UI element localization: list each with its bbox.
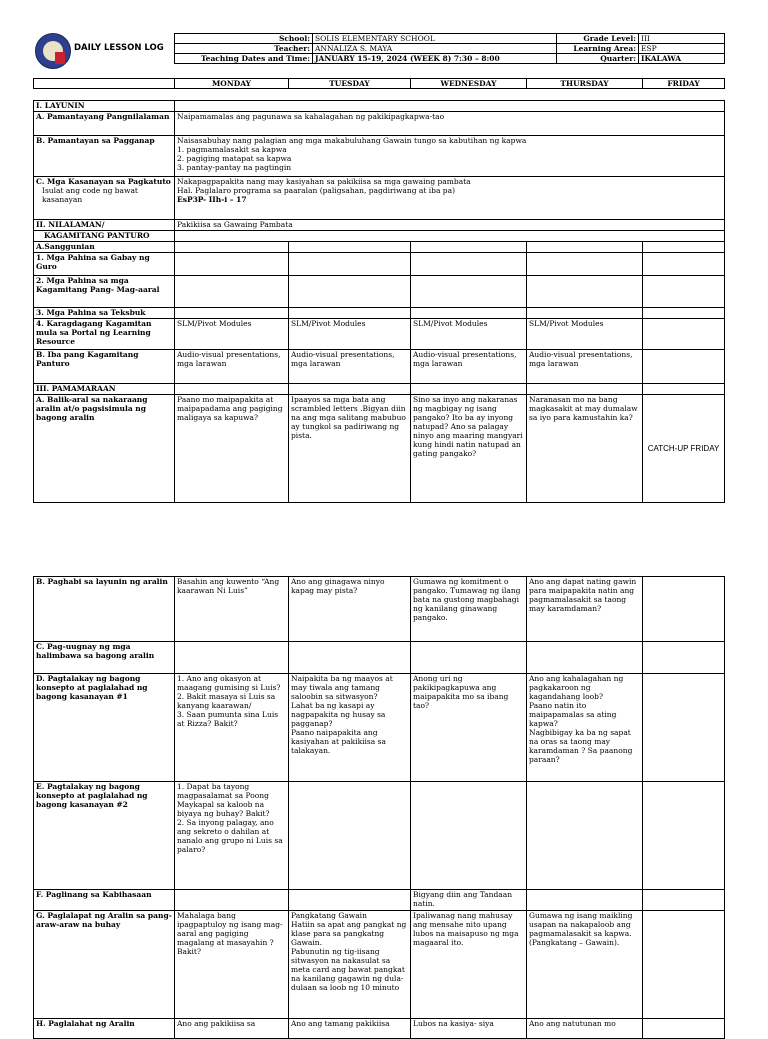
balik-aral-label: A. Balik-aral sa nakaraang aralin at/o pagsisimula ng bagong aralin	[34, 395, 175, 503]
cell-blank	[289, 242, 411, 253]
header-info-table	[174, 33, 725, 64]
pagtalakay-1-wed	[411, 674, 527, 782]
cell-blank	[643, 911, 725, 1019]
karagdagang-wed: SLM/Pivot Modules	[411, 319, 527, 350]
kasanayan-line: Hal. Paglalaro programa sa paaralan (paligsahan, pagdiriwang at iba pa)	[177, 186, 456, 195]
cell-blank	[527, 890, 643, 911]
teacher-value: ANNALIZA S. MAYA	[313, 44, 557, 54]
area-label: Learning Area:	[557, 44, 639, 54]
iba-pang-tue: Audio-visual presentations, mga larawan	[289, 350, 411, 384]
iba-pang-mon: Audio-visual presentations, mga larawan	[175, 350, 289, 384]
cell-blank	[289, 308, 411, 319]
grade-label: Grade Level:	[557, 34, 639, 44]
catch-up-friday: CATCH-UP FRIDAY	[643, 395, 725, 503]
cell-blank	[527, 242, 643, 253]
dates-label: Teaching Dates and Time:	[175, 54, 313, 64]
cell-blank	[643, 782, 725, 890]
pagtalakay-1-thu	[527, 674, 643, 782]
kasanayan-label-cell	[34, 177, 175, 220]
layunin-heading: I. LAYUNIN	[34, 101, 175, 112]
cell-blank	[289, 384, 411, 395]
teacher-label: Teacher:	[175, 44, 313, 54]
paglalapat-line: Ipaliwanag nang mahusay ang mensahe nito upang lubos na maisapuso ng mga magaaral ito.	[413, 911, 519, 947]
cell-blank	[175, 890, 289, 911]
paglalapat-line: Mahalaga bang ipagpaptuloy ng isang mag-aaral ang pagiging magalang at masayahin ? Bakit?	[177, 911, 283, 956]
karagdagang-kagamitan-label: 4. Karagdagang Kagamitan mula sa Portal ng Learning Resource	[34, 319, 175, 350]
day-friday: FRIDAY	[643, 79, 725, 89]
pagtalakay-2-mon	[175, 782, 289, 890]
cell-blank	[411, 242, 527, 253]
pagtalakay-line: Naipakita ba ng maayos at may tiwala ang tamang saloobin sa sitwasyon?	[291, 674, 393, 701]
pagganap-line: 2. pagiging matapat sa kapwa	[177, 154, 292, 163]
cell-blank	[289, 642, 411, 674]
school-label: School:	[175, 34, 313, 44]
paghabi-wed: Gumawa ng komitment o pangako. Tumawag ng ilang bata na gustong magbahagi ng kanilang ginawang pangako.	[411, 577, 527, 642]
cell-blank	[527, 253, 643, 276]
pagtalakay-2-label: E. Pagtalakay ng bagong konsepto at paglalahad ng bagong kasanayan #2	[34, 782, 175, 890]
cell-blank	[527, 384, 643, 395]
kagamitan-label: KAGAMITANG PANTURO	[34, 231, 175, 242]
paglalahat-wed: Lubos na kasiya- siya	[411, 1019, 527, 1039]
balik-aral-wed: Sino sa inyo ang nakaranas ng magbigay ng isang pangako? Ito ba ay inyong natupad? Ano sa palagay ninyo ang maaring mangyari kung hindi natin natupad an gating pangako?	[411, 395, 527, 503]
pamantayan-pagganap-value	[175, 136, 725, 177]
day-wednesday: WEDNESDAY	[411, 79, 527, 89]
pagganap-line: Naisasabuhay nang palagian ang mga makabuluhang Gawain tungo sa kabutihan ng kapwa	[177, 136, 527, 145]
day-monday: MONDAY	[175, 79, 289, 89]
paghabi-thu: Ano ang dapat nating gawin para maipapakita natin ang pagmamalasakit sa taong may karamdaman?	[527, 577, 643, 642]
grade-value: III	[639, 34, 725, 44]
paghabi-label: B. Paghabi sa layunin ng aralin	[34, 577, 175, 642]
cell-blank	[643, 1019, 725, 1039]
pamamaraan-heading: III. PAMAMARAAN	[34, 384, 175, 395]
cell-blank	[643, 253, 725, 276]
cell-blank	[175, 384, 289, 395]
kasanayan-code: EsP3P- IIh-i – 17	[177, 195, 247, 204]
iba-pang-thu: Audio-visual presentations, mga larawan	[527, 350, 643, 384]
paglalahat-thu: Ano ang natutunan mo	[527, 1019, 643, 1039]
iba-pang-wed: Audio-visual presentations, mga larawan	[411, 350, 527, 384]
balik-aral-tue: Ipaayos sa mga bata ang scrambled letters .Bigyan diin na ang mga salitang mabubuo ay tungkol sa padiriwang ng pista.	[289, 395, 411, 503]
pamantayan-pagganap-label: B. Pamantayan sa Pagganap	[34, 136, 175, 177]
balik-aral-thu: Naranasan mo na bang magkasakit at may dumalaw sa iyo para kamustahin ka?	[527, 395, 643, 503]
school-value: SOLIS ELEMENTARY SCHOOL	[313, 34, 557, 44]
lesson-table-part2	[33, 576, 725, 1039]
pagtalakay-1-mon	[175, 674, 289, 782]
pagganap-line: 1. pagmamalasakit sa kapwa	[177, 145, 287, 154]
paglalapat-mon	[175, 911, 289, 1019]
cell-blank	[175, 642, 289, 674]
pagtalakay-line: Lahat ba ng kasapi ay nagpapakita ng husay sa pagganap?	[291, 701, 386, 728]
paglinang-label: F. Paglinang sa Kabihasaan	[34, 890, 175, 911]
cell-blank	[643, 384, 725, 395]
cell-blank	[411, 782, 527, 890]
paglalapat-line: Pangkatang Gawain	[291, 911, 367, 920]
cell-blank	[527, 642, 643, 674]
cell-blank	[527, 276, 643, 308]
paglinang-wed: Bigyang diin ang Tandaan natin.	[411, 890, 527, 911]
cell-blank	[289, 782, 411, 890]
cell-blank	[643, 308, 725, 319]
layunin-blank	[175, 101, 725, 112]
cell-blank	[643, 642, 725, 674]
cell-blank	[175, 242, 289, 253]
cell-blank	[643, 276, 725, 308]
cell-blank	[411, 308, 527, 319]
paglalapat-wed	[411, 911, 527, 1019]
iba-pang-kagamitan-label: B. Iba pang Kagamitang Panturo	[34, 350, 175, 384]
cell-blank	[643, 319, 725, 350]
lesson-table-part1	[33, 100, 725, 503]
paglalapat-line: (Pangkatang – Gawain).	[529, 938, 620, 947]
cell-blank	[175, 253, 289, 276]
cell-blank	[643, 674, 725, 782]
day-header-table	[33, 78, 725, 89]
pagtalakay-line: 2. Sa inyong palagay, ano ang sekreto o dahilan at nanalo ang grupo ni Luis sa palaro?	[177, 818, 283, 854]
pagtalakay-line: Anong uri ng pakikipagkapuwa ang maipapakita mo sa ibang tao?	[413, 674, 509, 710]
cell-blank	[527, 308, 643, 319]
pagganap-line: 3. pantay-pantay na pagtingin	[177, 163, 292, 172]
cell-blank	[411, 642, 527, 674]
cell-blank	[643, 890, 725, 911]
karagdagang-mon: SLM/Pivot Modules	[175, 319, 289, 350]
nilalaman-value: Pakikiisa sa Gawaing Pambata	[175, 220, 725, 231]
kagamitan-blank	[175, 231, 725, 242]
pagtalakay-1-label: D. Pagtalakay ng bagong konsepto at paglalahad ng bagong kasanayan #1	[34, 674, 175, 782]
pagtalakay-line: 3. Saan pumunta sina Luis at Rizza? Bakit?	[177, 710, 279, 728]
cell-blank	[643, 350, 725, 384]
quarter-label: Quarter:	[557, 54, 639, 64]
cell-blank	[289, 253, 411, 276]
kagamitang-mag-aaral-label: 2. Mga Pahina sa mga Kagamitang Pang- Mag-aaral	[34, 276, 175, 308]
paglalapat-line: Hatiin sa apat ang pangkat ng klase para sa pangkatng Gawain.	[291, 920, 407, 947]
paglalapat-label: G. Paglalapat ng Aralin sa pang-araw-araw na buhay	[34, 911, 175, 1019]
kasanayan-label: C. Mga Kasanayan sa Pagkatuto	[36, 177, 171, 186]
cell-blank	[411, 253, 527, 276]
paglalapat-line: Gumawa ng isang maikling usapan na nakapaloob ang pagmamalasakit sa kapwa.	[529, 911, 633, 938]
day-header-blank	[34, 79, 175, 89]
paglalapat-line: Pabunutin ng tig-iisang sitwasyon na nakasulat sa meta card ang bawat pangkat na kanilang gagawin ng dula-dulaan sa loob ng 10 minuto	[291, 947, 405, 992]
sanggunian-label: A.Sanggunian	[34, 242, 175, 253]
kasanayan-line: Nakapagpapakita nang may kasiyahan sa pakikiisa sa mga gawaing pambata	[177, 177, 471, 186]
paglalahat-label: H. Paglalahat ng Aralin	[34, 1019, 175, 1039]
paglalapat-tue	[289, 911, 411, 1019]
log-title: DAILY LESSON LOG	[74, 43, 164, 53]
deped-seal-logo	[35, 33, 71, 69]
paglalapat-thu	[527, 911, 643, 1019]
balik-aral-mon: Paano mo maipapakita at maipapadama ang pagiging maligaya sa kapuwa?	[175, 395, 289, 503]
paghabi-mon: Basahin ang kuwento “Ang kaarawan Ni Luis”	[175, 577, 289, 642]
area-value: ESP	[639, 44, 725, 54]
pagtalakay-line: 2. Bakit masaya si Luis sa kanyang kaarawan/	[177, 692, 276, 710]
cell-blank	[643, 242, 725, 253]
cell-blank	[411, 384, 527, 395]
cell-blank	[643, 577, 725, 642]
cell-blank	[411, 276, 527, 308]
pag-uugnay-label: C. Pag-uugnay ng mga halimbawa sa bagong aralin	[34, 642, 175, 674]
pagtalakay-line: Paano naipapakita ang kasiyahan at pakikiisa sa talakayan.	[291, 728, 386, 755]
day-tuesday: TUESDAY	[289, 79, 411, 89]
cell-blank	[175, 276, 289, 308]
quarter-value: IKALAWA	[639, 54, 725, 64]
pagtalakay-line: 1. Ano ang okasyon at maagang gumising si Luis?	[177, 674, 281, 692]
kasanayan-note: Isulat ang code ng bawat kasanayan	[42, 186, 138, 204]
paglalahat-mon: Ano ang pakikiisa sa	[175, 1019, 289, 1039]
pagtalakay-1-tue	[289, 674, 411, 782]
day-thursday: THURSDAY	[527, 79, 643, 89]
gabay-guro-label: 1. Mga Pahina sa Gabay ng Guro	[34, 253, 175, 276]
cell-blank	[527, 782, 643, 890]
dates-value: JANUARY 15-19, 2024 (WEEK 8) 7:30 – 8:00	[313, 54, 557, 64]
pamantayang-pangnilalaman-label: A. Pamantayang Pangnilalaman	[34, 112, 175, 136]
paghabi-tue: Ano ang ginagawa ninyo kapag may pista?	[289, 577, 411, 642]
karagdagang-tue: SLM/Pivot Modules	[289, 319, 411, 350]
cell-blank	[175, 308, 289, 319]
pagtalakay-line: 1. Dapat ba tayong magpasalamat sa Poong Maykapal sa kaloob na biyaya ng buhay? Bakit?	[177, 782, 270, 818]
pagtalakay-line: Ano ang kahalagahan ng pagkakaroon ng kagandahang loob?	[529, 674, 624, 701]
nilalaman-label: II. NILALAMAN/	[34, 220, 175, 231]
karagdagang-thu: SLM/Pivot Modules	[527, 319, 643, 350]
cell-blank	[289, 276, 411, 308]
paglalahat-tue: Ano ang tamang pakikiisa	[289, 1019, 411, 1039]
cell-blank	[289, 890, 411, 911]
pamantayang-pangnilalaman-value: Naipamamalas ang pagunawa sa kahalagahan ng pakikipagkapwa-tao	[175, 112, 725, 136]
teksbuk-label: 3. Mga Pahina sa Teksbuk	[34, 308, 175, 319]
kasanayan-value	[175, 177, 725, 220]
pagtalakay-line: Paano natin ito maipapamalas sa ating kapwa?	[529, 701, 617, 728]
pagtalakay-line: Nagbibigay ka ba ng sapat na oras sa taong may karamdaman ? Sa paanong paraan?	[529, 728, 633, 764]
